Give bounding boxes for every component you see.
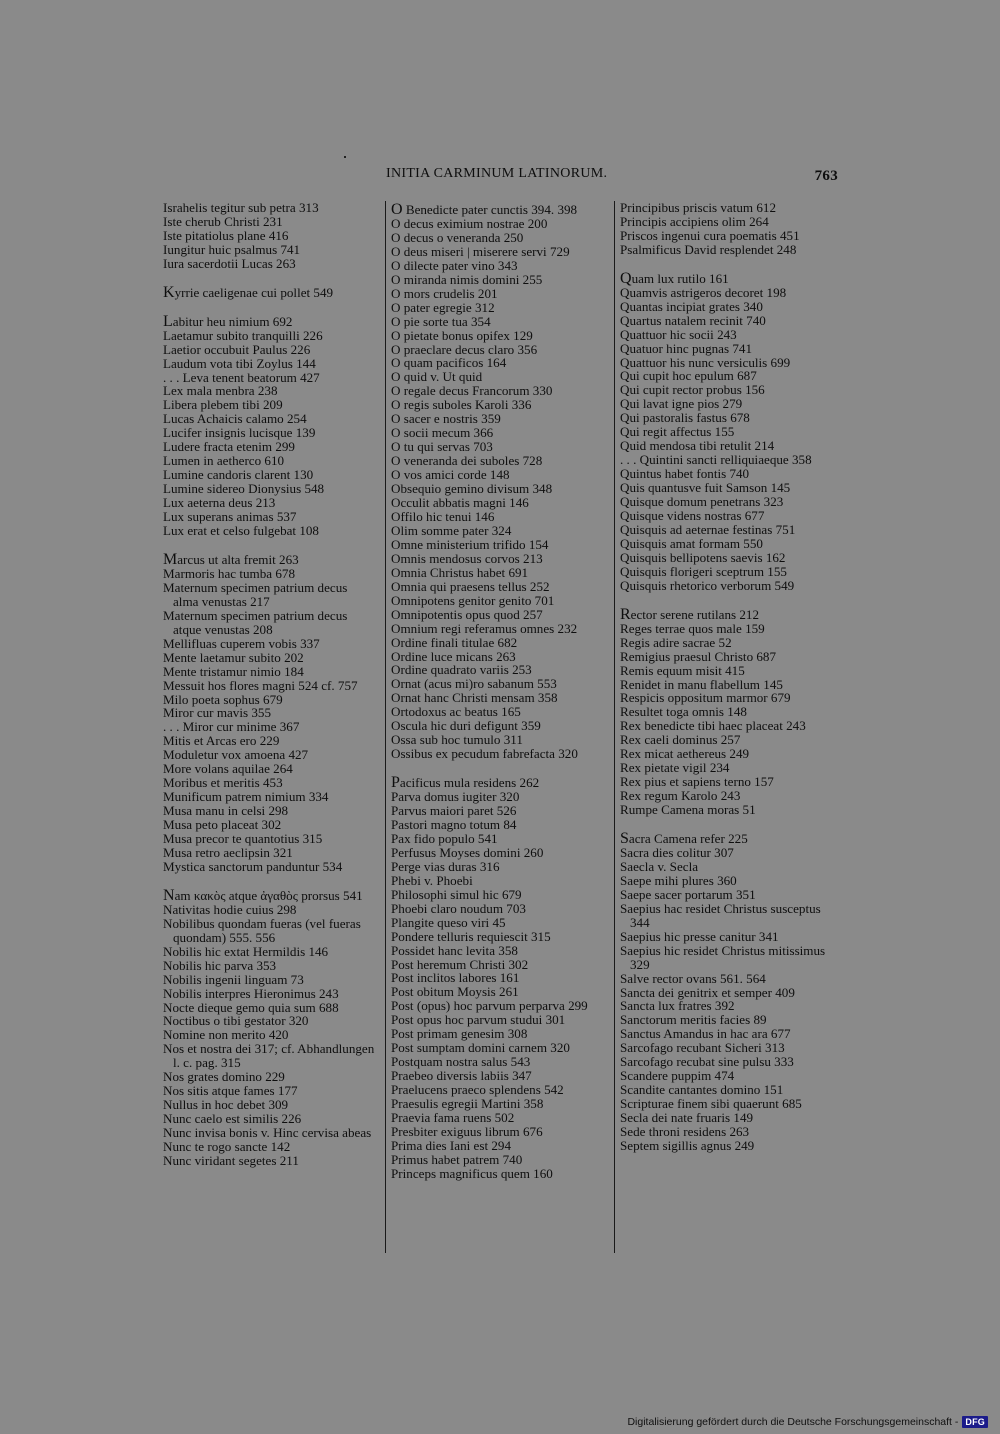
- index-entry: Post (opus) hoc parvum perparva 299: [391, 998, 588, 1014]
- index-entry: Remis equum misit 415: [620, 662, 745, 678]
- index-entry: Salve rector ovans 561. 564: [620, 970, 766, 986]
- section-gap: [163, 271, 376, 284]
- index-entry: O sacer e nostris 359: [391, 411, 501, 427]
- index-entry: Presbiter exiguus librum 676: [391, 1123, 543, 1139]
- index-entry: Moribus et meritis 453: [163, 775, 283, 791]
- index-entry: Quisque videns nostras 677: [620, 508, 765, 524]
- index-entry: Lucifer insignis lucisque 139: [163, 425, 316, 441]
- index-entry: Quintus habet fontis 740: [620, 466, 750, 482]
- index-entry: Munificum patrem nimium 334: [163, 789, 329, 805]
- index-entry: Noctibus o tibi gestator 320: [163, 1013, 309, 1029]
- index-entry: Post obitum Moysis 261: [391, 984, 519, 1000]
- index-entry: Nobilis interpres Hieronimus 243: [163, 985, 339, 1001]
- index-entry: Quamvis astrigeros decoret 198: [620, 284, 787, 300]
- index-entry: . . . Quintini sancti relliquiaeque 358: [620, 452, 812, 468]
- index-entry: Sarcofago recubant Sicheri 313: [620, 1040, 785, 1056]
- index-entry: Iste pitatiolus plane 416: [163, 227, 289, 243]
- index-entry: O pietate bonus opifex 129: [391, 327, 533, 343]
- index-entry: Ornat hanc Christi mensam 358: [391, 690, 558, 706]
- index-entry: Ordine quadrato variis 253: [391, 662, 532, 678]
- section-gap: [620, 593, 842, 606]
- index-entry: Rector serene rutilans 212: [620, 605, 760, 623]
- index-entry: Nobilis hic parva 353: [163, 957, 277, 973]
- index-entry: O quid v. Ut quid: [391, 369, 483, 385]
- digitization-footer: [627, 1416, 988, 1428]
- index-entry: Parva domus iugiter 320: [391, 789, 520, 805]
- index-entry: O mors crudelis 201: [391, 285, 498, 301]
- index-entry: Pax fido populo 541: [391, 830, 498, 846]
- index-entry: O socii mecum 366: [391, 425, 494, 441]
- dfg-logo: DFG: [962, 1416, 988, 1428]
- index-entry: Miror cur mavis 355: [163, 705, 272, 721]
- section-gap: [620, 257, 842, 270]
- index-entry: Praevia fama ruens 502: [391, 1110, 515, 1125]
- index-entry: Qui cupit hoc epulum 687: [620, 368, 757, 384]
- index-entry: Pacificus mula residens 262: [391, 774, 540, 792]
- index-entry: Nunc te rogo sancte 142: [163, 1139, 291, 1155]
- index-entry: Omnia qui praesens tellus 252: [391, 578, 550, 594]
- index-entry: O veneranda dei suboles 728: [391, 453, 543, 469]
- index-entry: Nos grates domino 229: [163, 1069, 285, 1085]
- index-entry: Omnia Christus habet 691: [391, 564, 529, 580]
- index-entry: Rumpe Camena moras 51: [620, 802, 756, 818]
- index-entry: Ossibus ex pecudum fabrefacta 320: [391, 746, 578, 762]
- index-entry: Post primam genesim 308: [391, 1026, 528, 1042]
- index-entry: Perfusus Moyses domini 260: [391, 844, 544, 860]
- index-entry: Scandere puppim 474: [620, 1068, 735, 1084]
- index-entry: Lux erat et celso fulgebat 108: [163, 523, 319, 539]
- index-entry: Saepius hac residet Christus susceptus 344: [620, 900, 821, 930]
- index-entry: Nunc caelo est similis 226: [163, 1111, 302, 1127]
- index-entry: Nam κακὸς atque ἀγαθὸς prorsus 541: [163, 886, 363, 904]
- index-entry: Occulit abbatis magni 146: [391, 495, 529, 511]
- section-gap: [391, 761, 613, 774]
- index-entry: Sacra Camena refer 225: [620, 830, 748, 848]
- index-entry: Omne ministerium trifido 154: [391, 536, 549, 552]
- index-entry: Priscos ingenui cura poematis 451: [620, 227, 800, 243]
- index-entry: Sede throni residens 263: [620, 1124, 750, 1140]
- index-entry: Rex pietate vigil 234: [620, 760, 730, 776]
- stray-mark: [344, 156, 346, 158]
- index-entry: Nos et nostra dei 317; cf. Abhandlungen l. c. pag. 315: [163, 1041, 375, 1071]
- index-entry: Rex caeli dominus 257: [620, 732, 741, 748]
- index-entry: Praelucens praeco splendens 542: [391, 1082, 564, 1098]
- index-entry: Septem sigillis agnus 249: [620, 1138, 755, 1153]
- index-entry: Sancta dei genitrix et semper 409: [620, 984, 795, 1000]
- index-entry: Lux aeterna deus 213: [163, 495, 276, 511]
- index-entry: Nocte dieque gemo quia sum 688: [163, 999, 339, 1015]
- index-entry: Perge vias duras 316: [391, 858, 500, 874]
- index-entry: Saepe sacer portarum 351: [620, 886, 756, 902]
- index-entry: Nobilibus quondam fueras (vel fueras quondam) 555. 556: [163, 915, 361, 945]
- index-entry: Mente laetamur subito 202: [163, 649, 304, 665]
- column-rule-1: [385, 201, 386, 1253]
- index-entry: Sanctorum meritis facies 89: [620, 1012, 767, 1028]
- page-number: 763: [814, 168, 838, 184]
- index-entry: Sarcofago recubat sine pulsu 333: [620, 1054, 794, 1070]
- index-entry: Scripturae finem sibi quaerunt 685: [620, 1096, 802, 1112]
- index-entry: Israhelis tegitur sub petra 313: [163, 200, 319, 215]
- index-entry: Messuit hos flores magni 524 cf. 757: [163, 677, 358, 693]
- index-entry: Rex micat aethereus 249: [620, 746, 750, 762]
- index-entry: O decus o veneranda 250: [391, 229, 524, 245]
- index-entry: Nullus in hoc debet 309: [163, 1097, 289, 1113]
- index-entry: Qui pastoralis fastus 678: [620, 410, 750, 426]
- index-entry: Renidet in manu flabellum 145: [620, 676, 783, 692]
- index-entry: Nobilis hic extat Hermildis 146: [163, 943, 329, 959]
- index-entry: O pater egregie 312: [391, 299, 495, 315]
- index-column-2: [391, 201, 613, 1181]
- index-entry: Musa manu in celsi 298: [163, 803, 289, 819]
- index-entry: O pie sorte tua 354: [391, 313, 491, 329]
- index-entry: Post heremum Christi 302: [391, 956, 529, 972]
- index-entry: Post inclitos labores 161: [391, 970, 520, 986]
- index-entry: Quisquis rhetorico verborum 549: [620, 577, 795, 593]
- index-entry: Omnipotens genitor genito 701: [391, 592, 555, 608]
- index-entry: Qui regit affectus 155: [620, 424, 735, 440]
- index-entry: Ludere fracta etenim 299: [163, 439, 295, 455]
- index-column-1: [163, 201, 376, 1168]
- index-entry: Lumine candoris clarent 130: [163, 467, 314, 483]
- index-entry: Quisquis ad aeternae festinas 751: [620, 521, 796, 537]
- index-entry: Post sumptam domini carnem 320: [391, 1040, 570, 1056]
- index-entry: O regis suboles Karoli 336: [391, 397, 532, 413]
- index-entry: Nos sitis atque fames 177: [163, 1083, 298, 1099]
- index-entry: . . . Leva tenent beatorum 427: [163, 369, 320, 385]
- index-entry: Parvus maiori paret 526: [391, 803, 517, 819]
- index-entry: Milo poeta sophus 679: [163, 691, 283, 707]
- index-entry: Ortodoxus ac beatus 165: [391, 704, 521, 720]
- index-entry: Nomine non merito 420: [163, 1027, 289, 1043]
- index-entry: Sacra dies colitur 307: [620, 844, 734, 860]
- index-entry: Remigius praesul Christo 687: [620, 648, 777, 664]
- index-entry: Maternum specimen patrium decus alma venustas 217: [163, 579, 348, 609]
- index-entry: Phoebi claro noudum 703: [391, 900, 526, 916]
- index-entry: Respicis oppositum marmor 679: [620, 690, 791, 706]
- section-gap: [163, 300, 376, 313]
- column-rule-2: [614, 201, 615, 1253]
- section-gap: [163, 538, 376, 551]
- index-entry: Oscula hic duri defigunt 359: [391, 718, 541, 734]
- index-entry: Rex benedicte tibi haec placeat 243: [620, 718, 806, 734]
- index-entry: Pastori magno totum 84: [391, 816, 517, 832]
- index-entry: Praesulis egregii Martini 358: [391, 1096, 544, 1112]
- index-entry: Laetamur subito tranquilli 226: [163, 327, 323, 343]
- index-entry: Reges terrae quos male 159: [620, 620, 765, 636]
- running-title: INITIA CARMINUM LATINORUM.: [386, 166, 608, 181]
- index-entry: Quisquis florigeri sceptrum 155: [620, 563, 787, 579]
- index-entry: Offilo hic tenui 146: [391, 508, 495, 524]
- index-entry: Musa retro aeclipsin 321: [163, 844, 293, 860]
- index-entry: Princeps magnificus quem 160: [391, 1165, 553, 1181]
- index-entry: Psalmificus David resplendet 248: [620, 241, 797, 257]
- index-entry: Lux superans animas 537: [163, 509, 297, 525]
- index-entry: Quattuor hic socii 243: [620, 326, 737, 342]
- index-entry: Regis adire sacrae 52: [620, 634, 732, 650]
- index-entry: Sanctus Amandus in hac ara 677: [620, 1026, 791, 1042]
- index-entry: Quisquis bellipotens saevis 162: [620, 549, 786, 565]
- index-entry: Lumen in aetherco 610: [163, 453, 285, 469]
- index-entry: Mente tristamur nimio 184: [163, 663, 304, 679]
- index-entry: Laudum vota tibi Zoylus 144: [163, 355, 316, 371]
- index-entry: Ordine finali titulae 682: [391, 634, 518, 650]
- index-entry: Principis accipiens olim 264: [620, 213, 769, 229]
- index-entry: Plangite queso viri 45: [391, 914, 506, 930]
- index-entry: Maternum specimen patrium decus atque venustas 208: [163, 607, 348, 637]
- index-entry: Mystica sanctorum panduntur 534: [163, 858, 343, 874]
- index-entry: Nunc viridant segetes 211: [163, 1153, 299, 1168]
- index-entry: Quatuor hinc pugnas 741: [620, 340, 753, 356]
- index-entry: Praebeo diversis labiis 347: [391, 1068, 532, 1084]
- index-entry: Quantas incipiat grates 340: [620, 298, 763, 314]
- index-entry: Principibus priscis vatum 612: [620, 200, 777, 215]
- index-entry: O dilecte pater vino 343: [391, 257, 518, 273]
- index-entry: Qui lavat igne pios 279: [620, 396, 743, 412]
- index-entry: O praeclare decus claro 356: [391, 341, 538, 357]
- index-entry: O regale decus Francorum 330: [391, 383, 553, 399]
- index-entry: Saepius hic presse canitur 341: [620, 928, 779, 944]
- index-entry: Saepius hic residet Christus mitissimus 329: [620, 942, 826, 972]
- index-entry: Quam lux rutilo 161: [620, 269, 729, 287]
- section-gap: [163, 874, 376, 887]
- index-entry: Nativitas hodie cuius 298: [163, 901, 297, 917]
- index-entry: Philosophi simul hic 679: [391, 886, 522, 902]
- index-entry: O miranda nimis domini 255: [391, 271, 543, 287]
- index-entry: Quisquis amat formam 550: [620, 535, 763, 551]
- index-entry: Saecla v. Secla: [620, 858, 699, 874]
- index-entry: Quisque domum penetrans 323: [620, 494, 784, 510]
- index-entry: Quartus natalem recinit 740: [620, 312, 766, 328]
- index-entry: Qui cupit rector probus 156: [620, 382, 765, 398]
- index-entry: Omnipotentis opus quod 257: [391, 606, 543, 622]
- index-entry: Phebi v. Phoebi: [391, 872, 473, 888]
- section-gap: [620, 817, 842, 830]
- index-column-3: [620, 201, 842, 1153]
- index-entry: Resultet toga omnis 148: [620, 704, 747, 720]
- index-entry: Olim somme pater 324: [391, 522, 512, 538]
- index-entry: Lucas Achaicis calamo 254: [163, 411, 307, 427]
- index-entry: Saepe mihi plures 360: [620, 872, 737, 888]
- index-entry: O vos amici corde 148: [391, 467, 510, 483]
- index-entry: Mitis et Arcas ero 229: [163, 733, 280, 749]
- index-entry: Sancta lux fratres 392: [620, 998, 735, 1014]
- index-entry: Iungitur huic psalmus 741: [163, 241, 301, 257]
- index-entry: O Benedicte pater cunctis 394. 398: [391, 201, 578, 218]
- index-entry: Omnis mendosus corvos 213: [391, 550, 543, 566]
- index-entry: O tu qui servas 703: [391, 439, 493, 455]
- index-entry: Rex pius et sapiens terno 157: [620, 774, 774, 790]
- index-entry: Libera plebem tibi 209: [163, 397, 283, 413]
- index-entry: Quid mendosa tibi retulit 214: [620, 438, 775, 454]
- index-entry: Rex regum Karolo 243: [620, 788, 741, 804]
- index-entry: Obsequio gemino divisum 348: [391, 481, 553, 497]
- index-entry: Labitur heu nimium 692: [163, 312, 293, 330]
- index-entry: Ornat (acus mi)ro sabanum 553: [391, 676, 557, 692]
- index-entry: Post opus hoc parvum studui 301: [391, 1012, 566, 1028]
- index-entry: Postquam nostra salus 543: [391, 1054, 531, 1070]
- index-entry: Scandite cantantes domino 151: [620, 1082, 784, 1098]
- index-entry: Prima dies Iani est 294: [391, 1137, 512, 1153]
- index-entry: Kyrrie caeligenae cui pollet 549: [163, 283, 334, 301]
- index-entry: Marmoris hac tumba 678: [163, 565, 295, 581]
- index-entry: Musa peto placeat 302: [163, 817, 282, 833]
- index-entry: Omnium regi referamus omnes 232: [391, 620, 578, 636]
- index-entry: Quattuor his nunc versiculis 699: [620, 354, 791, 370]
- index-entry: Ossa sub hoc tumulo 311: [391, 732, 523, 748]
- index-entry: Pondere telluris requiescit 315: [391, 928, 551, 944]
- index-entry: Secla dei nate fruaris 149: [620, 1110, 754, 1126]
- index-entry: Laetior occubuit Paulus 226: [163, 341, 311, 357]
- index-entry: Nunc invisa bonis v. Hinc cervisa abeas: [163, 1125, 372, 1141]
- index-entry: O deus miseri | miserere servi 729: [391, 243, 570, 259]
- index-entry: Mellifluas cuperem vobis 337: [163, 635, 320, 651]
- index-entry: Ordine luce micans 263: [391, 648, 516, 664]
- index-entry: Lumine sidereo Dionysius 548: [163, 481, 325, 497]
- index-entry: Nobilis ingenii linguam 73: [163, 971, 304, 987]
- index-entry: O quam pacificos 164: [391, 355, 507, 371]
- index-entry: Iura sacerdotii Lucas 263: [163, 255, 296, 271]
- page-header: [380, 166, 840, 188]
- index-entry: Moduletur vox amoena 427: [163, 747, 309, 763]
- index-entry: Marcus ut alta fremit 263: [163, 550, 299, 568]
- index-entry: Musa precor te quantotius 315: [163, 831, 323, 847]
- index-entry: . . . Miror cur minime 367: [163, 719, 300, 735]
- index-entry: Iste cherub Christi 231: [163, 213, 283, 229]
- index-entry: Possidet hanc levita 358: [391, 942, 518, 958]
- index-entry: Primus habet patrem 740: [391, 1151, 523, 1167]
- index-entry: Quis quantusve fuit Samson 145: [620, 480, 791, 496]
- index-entry: O decus eximium nostrae 200: [391, 215, 548, 231]
- footer-text: Digitalisierung gefördert durch die Deutsche Forschungsgemeinschaft -: [627, 1416, 959, 1428]
- index-entry: Lex mala menbra 238: [163, 383, 278, 399]
- index-entry: More volans aquilae 264: [163, 761, 293, 777]
